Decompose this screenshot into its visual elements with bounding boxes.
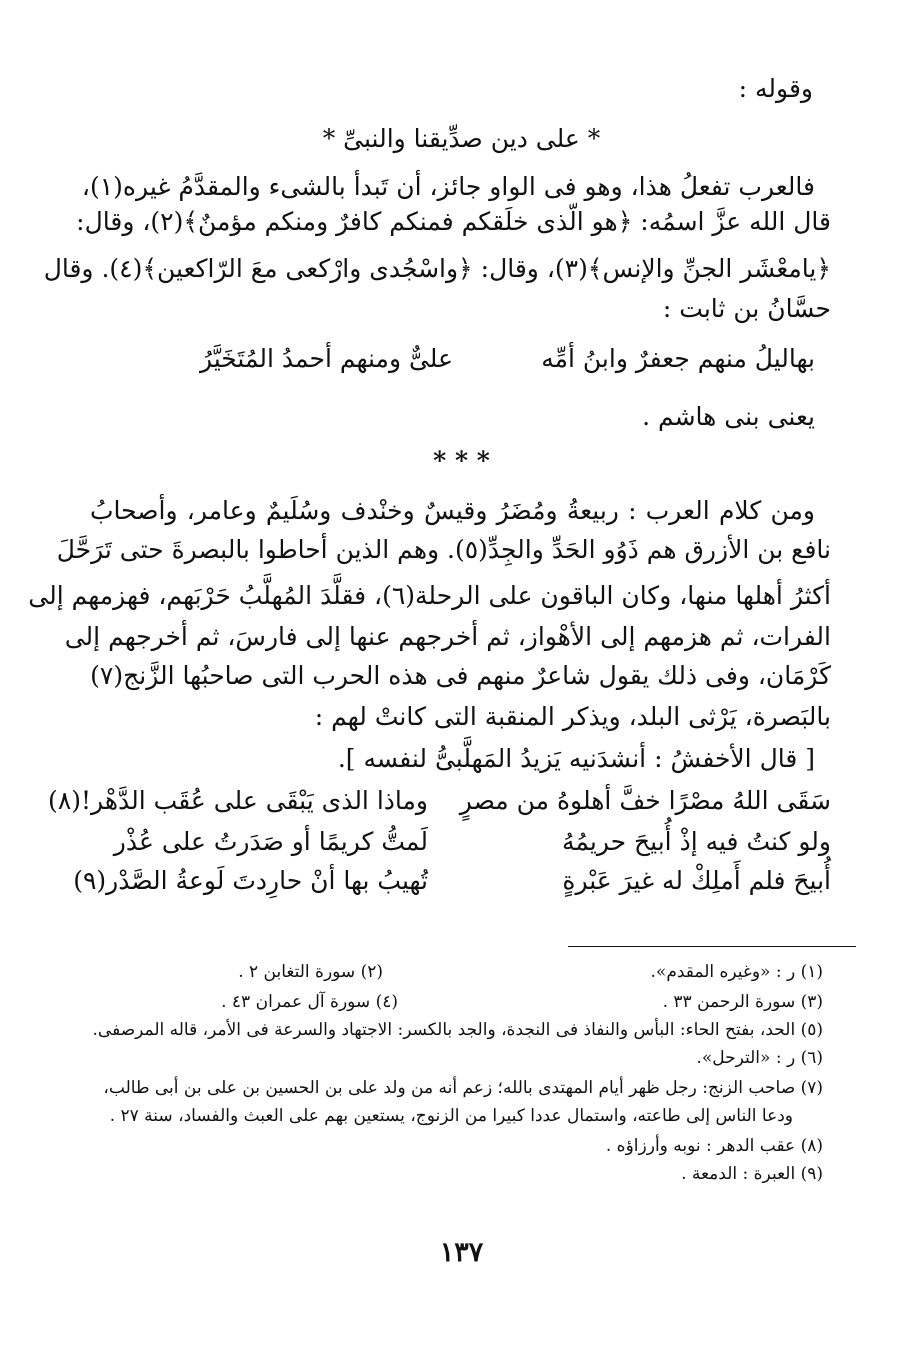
text-line: وقوله : [738, 74, 813, 103]
text-line: ﴿يامعْشَر الجنِّ والإنس﴾(٣)، وقال: ﴿واسْجُدى وارْكعى معَ الرّاكعين﴾(٤). وقال [43, 254, 831, 283]
text-line: نافع بن الأزرق هم ذَوُو الحَدِّ والجِدِّ(٥). وهم الذين أحاطوا بالبصرةَ حتى تَرَحَّلَ [56, 535, 831, 564]
verse-hemistich-left: وماذا الذى يَبْقَى على عُقَب الدَّهْر!(٨) [48, 786, 428, 815]
footnote: (٥) الحد، بفتح الحاء: البأس والنفاذ فى النجدة، والجد بالكسر: الاجتهاد والسرعة فى الأمر، قاله المرصفى. [92, 1020, 823, 1040]
verse-hemistich-right: بهاليلُ منهم جعفرٌ وابنُ أمِّه [541, 344, 815, 373]
page-number: ١٣٧ [439, 1237, 484, 1268]
verse-fragment: * على دين صدِّيقنا والنبىِّ * [322, 124, 601, 153]
footnote: (١) ر : «وغيره المقدم». [650, 962, 823, 982]
footnote: (٩) العبرة : الدمعة . [681, 1164, 823, 1184]
section-separator: * * * [433, 446, 490, 475]
text-line: الفرات، ثم هزمهم إلى الأهْواز، ثم أخرجهم عنها إلى فارسَ، ثم أخرجهم إلى [64, 622, 831, 651]
text-line: بالبَصرة، يَرْثى البلد، ويذكر المنقبة التى كانتْ لهم : [314, 702, 831, 731]
footnote: (٦) ر : «الترحل». [696, 1048, 823, 1068]
text-line: حسَّانُ بن ثابت : [662, 294, 831, 323]
footnote: (٨) عقب الدهر : نوبه وأرزاؤه . [605, 1136, 823, 1156]
text-line: ومن كلام العرب : ربيعةُ ومُضَرُ وقيسٌ وخنْدف وسُلَيمٌ وعامر، وأصحابُ [90, 496, 815, 525]
verse-hemistich-right: سَقَى اللهُ مصْرًا خفَّ أهلوهُ من مصرٍ [459, 786, 831, 815]
verse-hemistich-right: ولو كنتُ فيه إذْ أُبيحَ حريمُهُ [562, 827, 831, 856]
verse-hemistich-left: لَمتُّ كريمًا أو صَدَرتُ على عُذْر [113, 827, 428, 856]
text-line: كَرْمَان، وفى ذلك يقول شاعرٌ منهم فى هذه الحرب التى صاحبُها الزَّنج(٧) [90, 661, 831, 690]
footnote: (٢) سورة التغابن ٢ . [238, 962, 383, 982]
footnote-separator [568, 946, 856, 947]
verse-hemistich-left: علىٌّ ومنهم أحمدُ المُتَخَيَّرُ [199, 344, 453, 373]
text-line: فالعرب تفعلُ هذا، وهو فى الواو جائز، أن تَبدأ بالشىء والمقدَّمُ غيره(١)، [81, 172, 815, 201]
footnote: (٤) سورة آل عمران ٤٣ . [221, 992, 398, 1012]
footnote: ودعا الناس إلى طاعته، واستمال عددا كبيرا من الزنوج، يستعين بهم على العبث والفساد، سنة ٢٧ . [109, 1106, 793, 1126]
text-line: أكثرُ أهلها منها، وكان الباقون على الرحلة(٦)، فقلَّدَ المُهلَّبُ حَرْبَهم، فهزمهم إلى [28, 581, 831, 610]
footnote: (٧) صاحب الزنج: رجل ظهر أيام المهتدى بالله؛ زعم أنه من ولد على بن الحسين بن على بن أبى طالب، [103, 1078, 823, 1098]
text-line: يعنى بنى هاشم . [642, 402, 815, 431]
text-line: [ قال الأخفشُ : أنشدَنيه يَزيدُ المَهلَّبىُّ لنفسه ]. [337, 744, 815, 773]
verse-hemistich-right: أُبيحَ فلم أَملِكْ له غيرَ عَبْرةٍ [562, 866, 831, 895]
footnote: (٣) سورة الرحمن ٣٣ . [662, 992, 823, 1012]
text-line: قال الله عزَّ اسمُه: ﴿هو الّذى خلَقكم فمنكم كافرٌ ومنكم مؤمنٌ﴾(٢)، وقال: [76, 207, 831, 236]
verse-hemistich-left: تُهيبُ بها أنْ حارِدتَ لَوعةُ الصَّدْر(٩) [73, 866, 428, 895]
